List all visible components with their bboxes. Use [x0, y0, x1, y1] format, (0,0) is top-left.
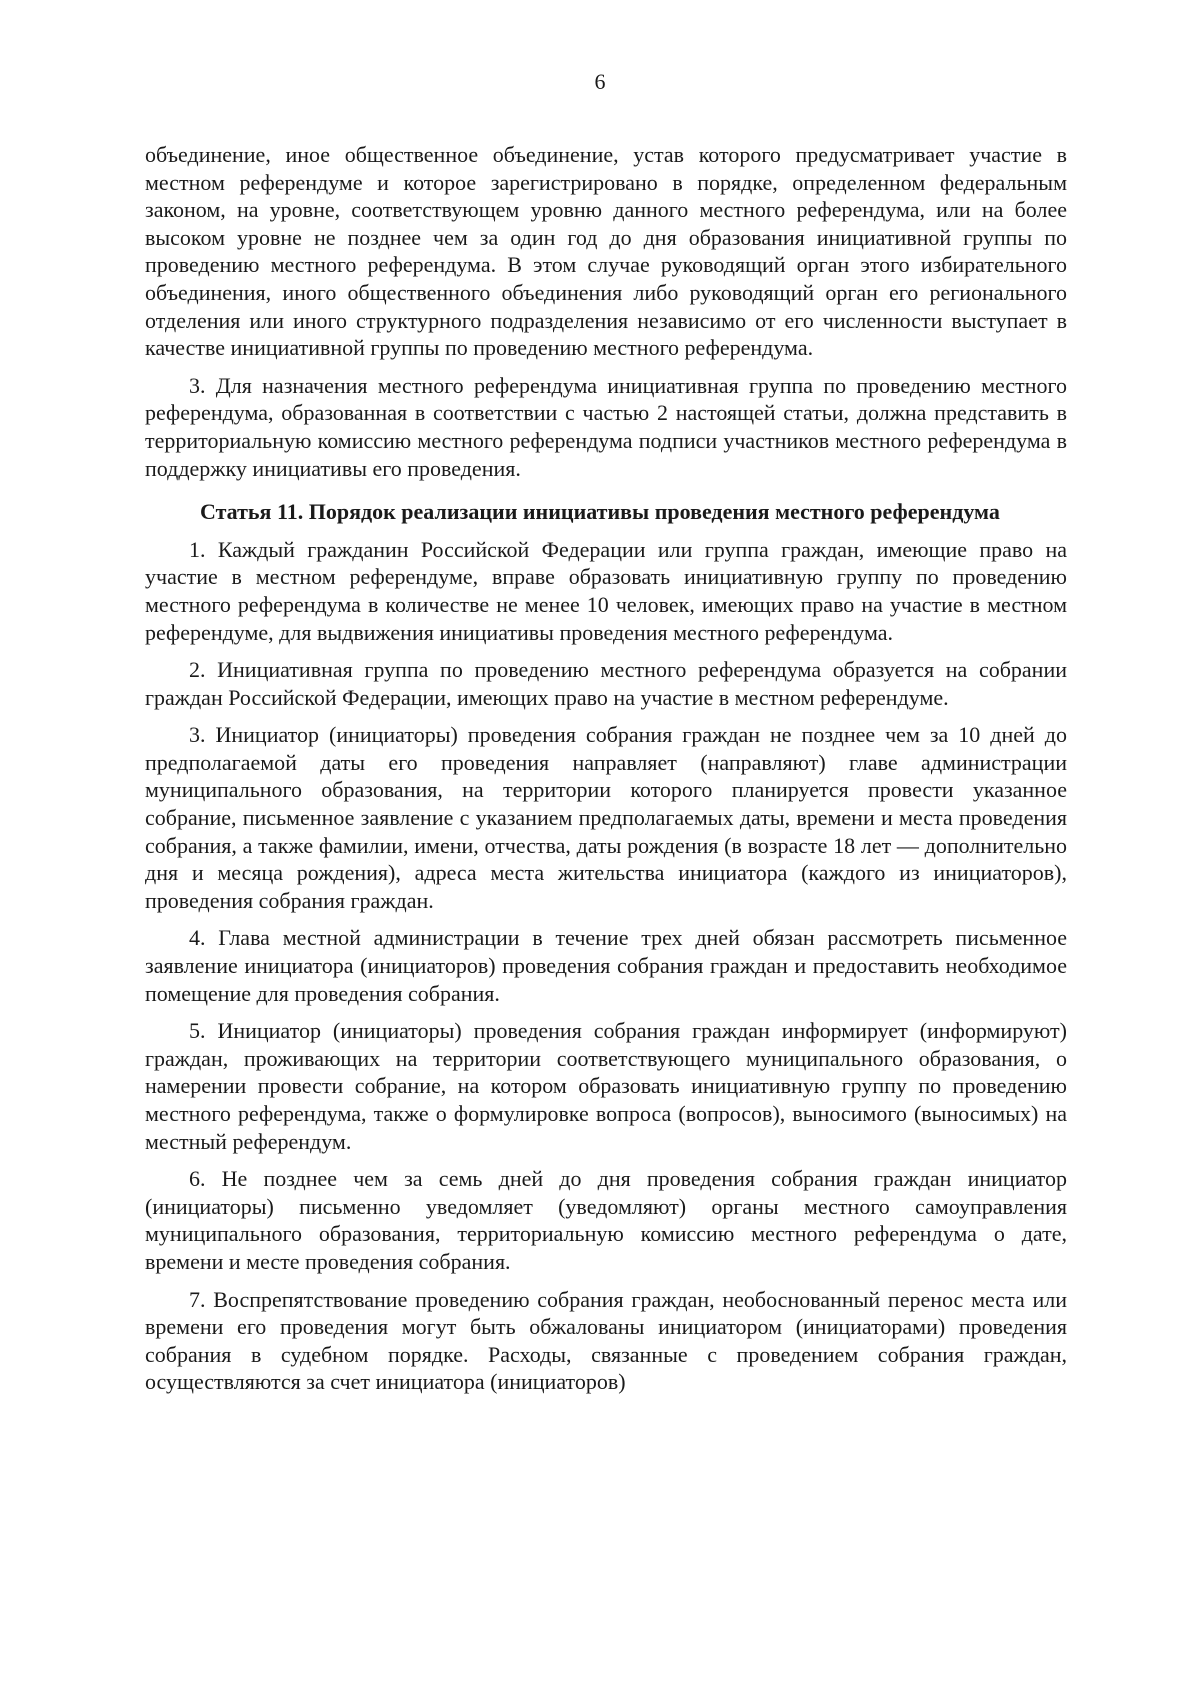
article-heading: Статья 11. Порядок реализации инициативы проведения местного референдума	[200, 499, 1000, 525]
document-body	[145, 141, 1067, 1406]
paragraph-item-4: 4. Глава местной администрации в течение трех дней обязан рассмотреть письменное заявление инициатора (инициаторов) проведения собрания граждан и предоставить необходимое помещение для проведения собрания.	[145, 925, 1067, 1006]
paragraph-continuation: объединение, иное общественное объединение, устав которого предусматривает участие в местном референдуме и которое зарегистрировано в порядке, определенном федеральным законом, на уровне, соответствующем уровню данного местного референдума, или на более высоком уровне не позднее чем за один год до дня образования инициативной группы по проведению местного референдума. В этом случае руководящий орган этого избирательного объединения, иного общественного объединения либо руководящий орган его регионального отделения или иного структурного подразделения независимо от его численности выступает в качестве инициативной группы по проведению местного референдума.	[145, 142, 1067, 361]
paragraph-item-7: 7. Воспрепятствование проведению собрания граждан, необоснованный перенос места или времени его проведения могут быть обжалованы инициатором (инициаторами) проведения собрания в судебном порядке. Расходы, связанные с проведением собрания граждан, осуществляются за счет инициатора (инициаторов)	[145, 1286, 1067, 1395]
paragraph-item-6: 6. Не позднее чем за семь дней до дня проведения собрания граждан инициатор (инициаторы) письменно уведомляет (уведомляют) органы местного самоуправления муниципального образования, территориальную комиссию местного референдума о дате, времени и месте проведения собрания.	[145, 1166, 1067, 1274]
page-number: 6	[594, 69, 606, 94]
paragraph-item-2: 2. Инициативная группа по проведению местного референдума образуется на собрании граждан Российской Федерации, имеющих право на участие в местном референдуме.	[145, 657, 1067, 710]
paragraph-item-3: 3. Для назначения местного референдума инициативная группа по проведению местного референдума, образованная в соответствии с частью 2 настоящей статьи, должна представить в территориальную комиссию местного референдума подписи участников местного референдума в поддержку инициативы его проведения.	[145, 372, 1067, 481]
paragraph-item-1: 1. Каждый гражданин Российской Федерации или группа граждан, имеющие право на участие в местном референдуме, вправе образовать инициативную группу по проведению местного референдума в количестве не менее 10 человек, имеющих право на участие в местном референдуме, для выдвижения инициативы проведения местного референдума.	[145, 536, 1067, 645]
paragraph-item-5: 5. Инициатор (инициаторы) проведения собрания граждан информирует (информируют) граждан, проживающих на территории соответствующего муниципального образования, о намерении провести собрание, на котором образовать инициативную группу по проведению местного референдума, также о формулировке вопроса (вопросов), выносимого (выносимых) на местный референдум.	[145, 1018, 1067, 1154]
paragraph-item-3: 3. Инициатор (инициаторы) проведения собрания граждан не позднее чем за 10 дней до предполагаемой даты его проведения направляет (направляют) главе администрации муниципального образования, на территории которого планируется провести указанное собрание, письменное заявление с указанием предполагаемых даты, времени и места проведения собрания, а также фамилии, имени, отчества, даты рождения (в возрасте 18 лет — дополнительно дня и месяца рождения), адреса места жительства инициатора (каждого из инициаторов), проведения собрания граждан.	[145, 722, 1067, 913]
